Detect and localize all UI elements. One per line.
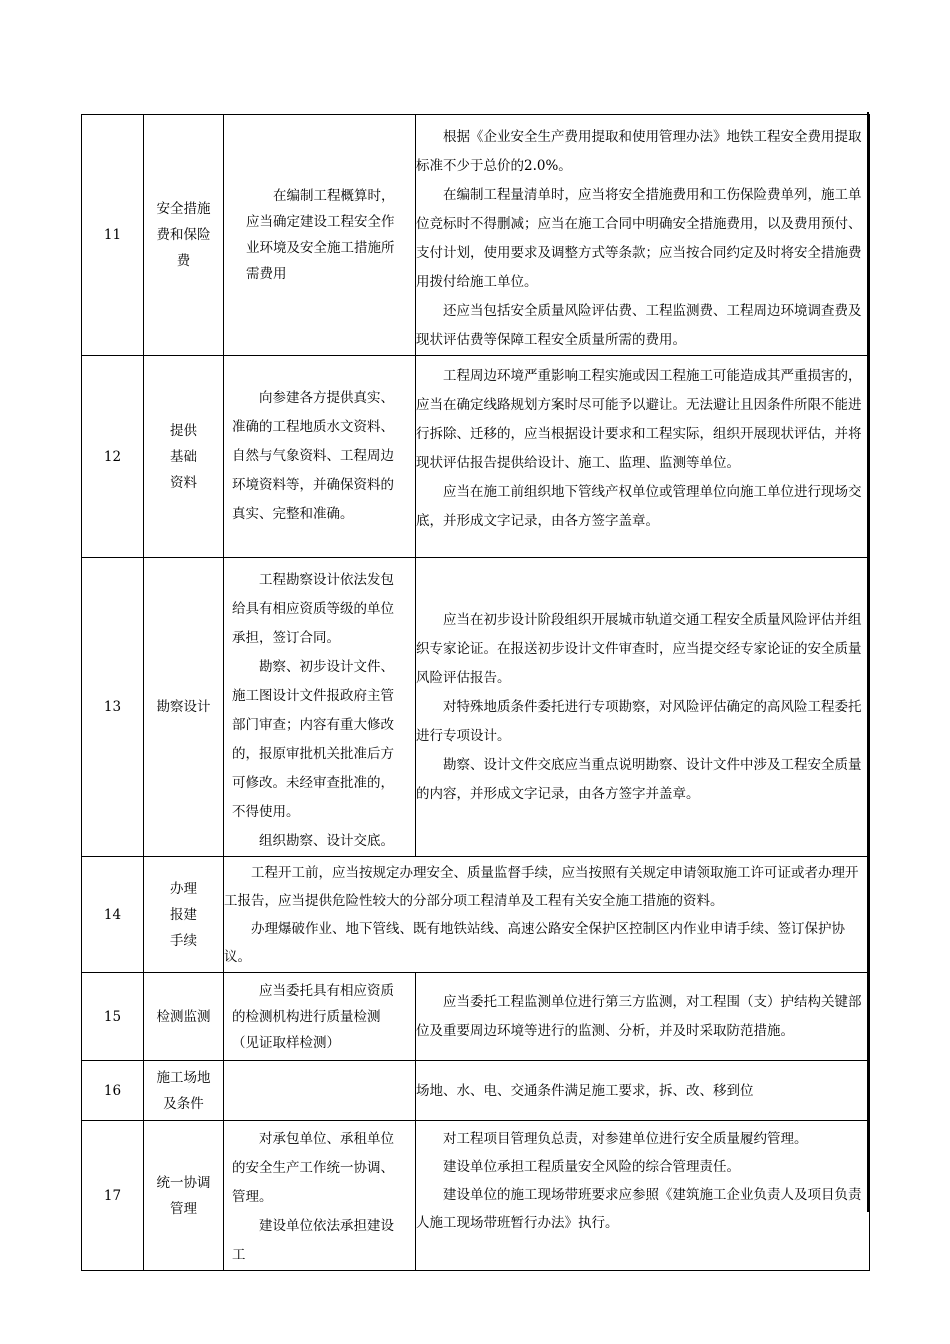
table-row — [82, 115, 870, 356]
note-paragraph: 对特殊地质条件委托进行专项勘察，对风险评估确定的高风险工程委托进行专项设计。 — [416, 698, 862, 744]
item-name: 统一协调管理 — [144, 1121, 224, 1271]
row-number: 13 — [82, 558, 144, 857]
requirement-cell — [224, 115, 416, 356]
requirement-text: 对承包单位、承租单位 的安全生产工作统一协调、管理。 — [232, 1131, 394, 1205]
notes-cell — [416, 356, 870, 558]
item-name: 检测监测 — [144, 973, 224, 1061]
note-paragraph: 工程周边环境严重影响工程实施或因工程施工可能造成其严重损害的，应当在确定线路规划方案时尽可能予以避让。无法避让且因条件所限不能进行拆除、迁移的，应当根据设计要求和工程实际，组织开展现状评估，并将现状评估报告提供给设计、施工、监理、监测等单位。 — [416, 368, 862, 471]
table-row — [82, 973, 870, 1061]
requirement-text: 向参建各方提供真实、准确的工程地质水文资料、自然与气象资料、工程周边环境资料等，并确保资料的真实、完整和准确。 — [232, 390, 394, 522]
item-name: 办理报建手续 — [144, 857, 224, 973]
row-number: 11 — [82, 115, 144, 356]
requirement-text: 应当委托具有相应资质的检测机构进行质量检测（见证取样检测） — [232, 982, 394, 1051]
requirement-cell — [224, 558, 416, 857]
note-paragraph: 根据《企业安全生产费用提取和使用管理办法》地铁工程安全费用提取标准不少于总价的2.0%。 — [416, 129, 862, 174]
row-number: 15 — [82, 973, 144, 1061]
requirement-cell — [224, 1061, 416, 1121]
requirement-cell — [224, 973, 416, 1061]
notes-cell — [416, 1121, 870, 1271]
note-paragraph: 对工程项目管理负总责，对参建单位进行安全质量履约管理。 — [443, 1131, 808, 1147]
item-name: 施工场地及条件 — [144, 1061, 224, 1121]
requirement-text: 在编制工程概算时，应当确定建设工程安全作业环境及安全施工措施所需费用 — [246, 188, 395, 282]
requirements-table — [81, 114, 870, 1271]
note-paragraph: 在编制工程量清单时，应当将安全措施费用和工伤保险费单列，施工单位竞标时不得删减；应当在施工合同中明确安全措施费用，以及费用预付、支付计划，使用要求及调整方式等条款；应当按合同约定及时将安全措施费用拨付给施工单位。 — [416, 187, 862, 290]
item-name: 安全措施费和保险费 — [144, 115, 224, 356]
requirement-text: 组织勘察、设计交底。 — [259, 833, 394, 849]
item-name: 勘察设计 — [144, 558, 224, 857]
row-number: 14 — [82, 857, 144, 973]
notes-cell — [416, 973, 870, 1061]
requirement-text: 工程开工前，应当按规定办理安全、质量监督手续，应当按照有关规定申请领取施工许可证或者办理开工报告，应当提供危险性较大的分部分项工程清单及工程有关安全施工措施的资料。 — [224, 864, 859, 909]
note-paragraph: 建设单位承担工程质量安全风险的综合管理责任。 — [443, 1159, 740, 1175]
table-row — [82, 558, 870, 857]
row-number: 16 — [82, 1061, 144, 1121]
row-number: 17 — [82, 1121, 144, 1271]
table-row — [82, 1061, 870, 1121]
note-paragraph: 应当在施工前组织地下管线产权单位或管理单位向施工单位进行现场交底，并形成文字记录，由各方签字盖章。 — [416, 484, 862, 529]
notes-cell — [416, 115, 870, 356]
note-paragraph: 应当在初步设计阶段组织开展城市轨道交通工程安全质量风险评估并组织专家论证。在报送初步设计文件审查时，应当提交经专家论证的安全质量风险评估报告。 — [416, 611, 862, 686]
table-row — [82, 1121, 870, 1271]
table-row — [82, 356, 870, 558]
note-paragraph: 还应当包括安全质量风险评估费、工程监测费、工程周边环境调查费及现状评估费等保障工程安全质量所需的费用。 — [416, 303, 862, 348]
note-paragraph: 场地、水、电、交通条件满足施工要求，拆、改、移到位 — [416, 1082, 754, 1099]
requirement-text: 勘察、初步设计文件、施工图设计文件报政府主管部门审查；内容有重大修改的，报原审批机关批准后方可修改。未经审查批准的，不得使用。 — [232, 659, 394, 820]
note-paragraph: 建设单位的施工现场带班要求应参照《建筑施工企业负责人及项目负责人施工现场带班暂行办法》执行。 — [416, 1187, 862, 1231]
requirement-text: 工程勘察设计依法发包给具有相应资质等级的单位承担，签订合同。 — [232, 572, 394, 646]
requirement-text: 建设单位依法承担建设工 — [232, 1218, 394, 1263]
notes-cell — [416, 558, 870, 857]
item-name: 提供基础资料 — [144, 356, 224, 558]
table-row — [82, 857, 870, 973]
row-number: 12 — [82, 356, 144, 558]
notes-cell — [416, 1061, 870, 1121]
requirement-text: 办理爆破作业、地下管线、既有地铁站线、高速公路安全保护区控制区内作业申请手续、签订保护协议。 — [224, 920, 845, 965]
note-paragraph: 勘察、设计文件交底应当重点说明勘察、设计文件中涉及工程安全质量的内容，并形成文字记录，由各方签字并盖章。 — [416, 756, 862, 802]
requirement-cell — [224, 356, 416, 558]
note-paragraph: 应当委托工程监测单位进行第三方监测，对工程围（支）护结构关键部位及重要周边环境等进行的监测、分析，并及时采取防范措施。 — [416, 993, 862, 1039]
merged-requirement-cell — [224, 857, 870, 973]
requirement-cell — [224, 1121, 416, 1271]
